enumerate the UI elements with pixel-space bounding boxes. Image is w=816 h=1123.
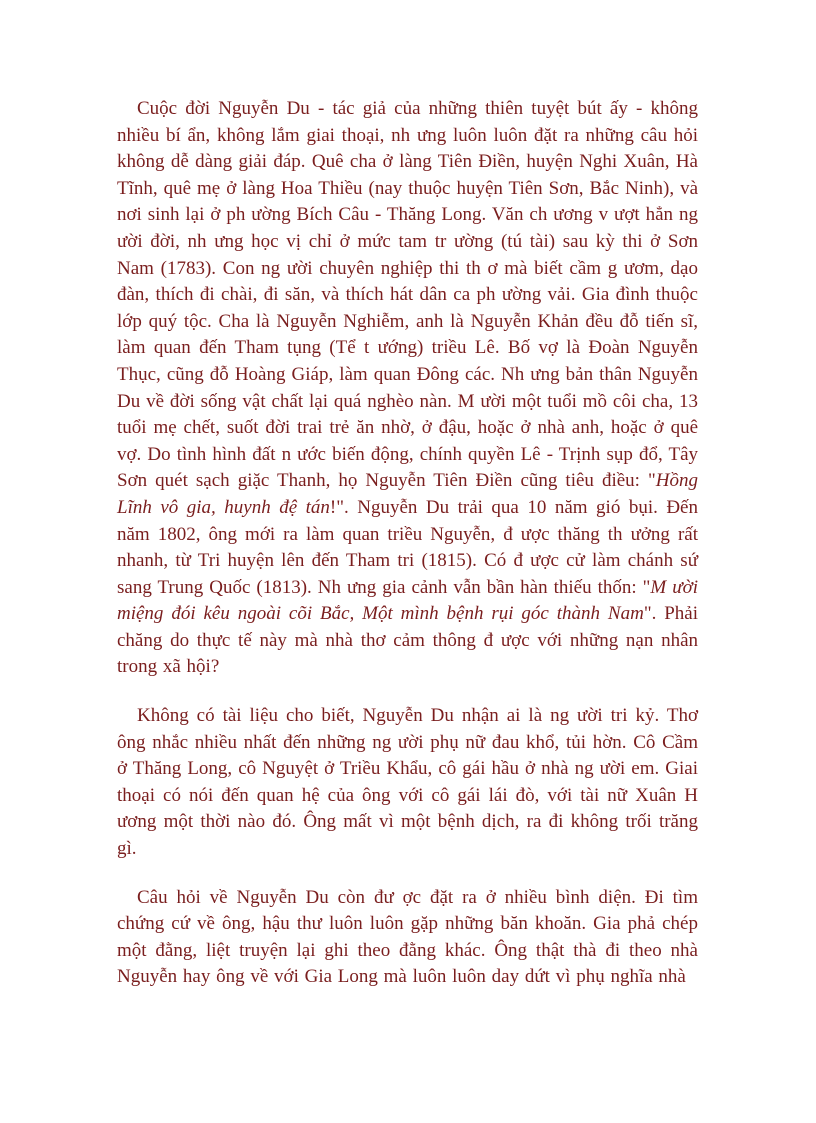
text-run: Câu hỏi về Nguyễn Du còn đư ợc đặt ra ở nhiều bình diện. Đi tìm chứng cứ về ông, hậu thư luôn luôn gặp những băn khoăn. Gia phả chép một đằng, liệt truyện lại ghi theo đằng khác. Ông thật thà đi theo nhà Nguyễn hay ông về với Gia Long mà luôn luôn day dứt vì phụ nghĩa nhà	[117, 886, 698, 988]
italic-quote: Hồng Lĩnh vô gia, huynh đệ tán	[117, 470, 698, 518]
body-text	[117, 96, 698, 991]
text-run: Không có tài liệu cho biết, Nguyễn Du nhận ai là ng ười tri kỷ. Thơ ông nhắc nhiều nhất đến những ng ười phụ nữ đau khổ, tủi hờn. Cô Cầm ở Thăng Long, cô Nguyệt ở Triều Khẩu, cô gái hầu ở nhà ng ười em. Giai thoại có nói đến quan hệ của ông với cô gái lái đò, với tài nữ Xuân H ương một thời nào đó. Ông mất vì một bệnh dịch, ra đi không trối trăng gì.	[117, 705, 698, 860]
italic-quote: M ười miệng đói kêu ngoài cõi Bắc, Một mình bệnh rụi góc thành Nam	[117, 576, 699, 625]
paragraph-1	[117, 96, 698, 681]
paragraph-2	[117, 703, 698, 863]
text-run: Cuộc đời Nguyễn Du - tác giả của những thiên tuyệt bút ấy - không nhiều bí ẩn, không lắm giai thoại, nh ưng luôn luôn đặt ra những câu hỏi không dễ dàng giải đáp. Quê cha ở làng Tiên Điền, huyện Nghi Xuân, Hà Tĩnh, quê mẹ ở làng Hoa Thiều (nay thuộc huyện Tiên Sơn, Bắc Ninh), và nơi sinh lại ở ph ường Bích Câu - Thăng Long. Văn ch ương v ượt hẳn ng ười đời, nh ưng học vị chỉ ở mức tam tr ường (tú tài) sau kỳ thi ở Sơn Nam (1783). Con ng ười chuyên nghiệp thi th ơ mà biết cầm g ươm, dạo đàn, thích đi chài, đi săn, và thích hát dân ca ph ường vải. Gia đình thuộc lớp quý tộc. Cha là Nguyễn Nghiễm, anh là Nguyễn Khản đều đỗ tiến sĩ, làm quan đến Tham tụng (Tể t ướng) triều Lê. Bố vợ là Đoàn Nguyễn Thục, cũng đỗ Hoàng Giáp, làm quan Đông các. Nh ưng bản thân Nguyễn Du về đời sống vật chất lại quá nghèo nàn. M ười một tuổi mồ côi cha, 13 tuổi mẹ chết, suốt đời trai trẻ ăn nhờ, ở đậu, hoặc ở nhà anh, hoặc ở quê vợ. Do tình hình đất n ước biến động, chính quyền Lê - Trịnh sụp đổ, Tây Sơn quét sạch giặc Thanh, họ Nguyễn Tiên Điền cũng tiêu điều: "	[117, 98, 698, 492]
text-run: ". Phải chăng do thực tế này mà nhà thơ cảm thông đ ược với những nạn nhân trong xã hội?	[117, 603, 698, 678]
paragraph-3	[117, 885, 698, 991]
text-run: !". Nguyễn Du trải qua 10 năm gió bụi. Đến năm 1802, ông mới ra làm quan triều Nguyễn, đ ược thăng th ưởng rất nhanh, từ Tri huyện lên đến Tham tri (1815). Có đ ược cử làm chánh sứ sang Trung Quốc (1813). Nh ưng gia cảnh vẫn bần hàn thiếu thốn: "	[117, 496, 698, 598]
